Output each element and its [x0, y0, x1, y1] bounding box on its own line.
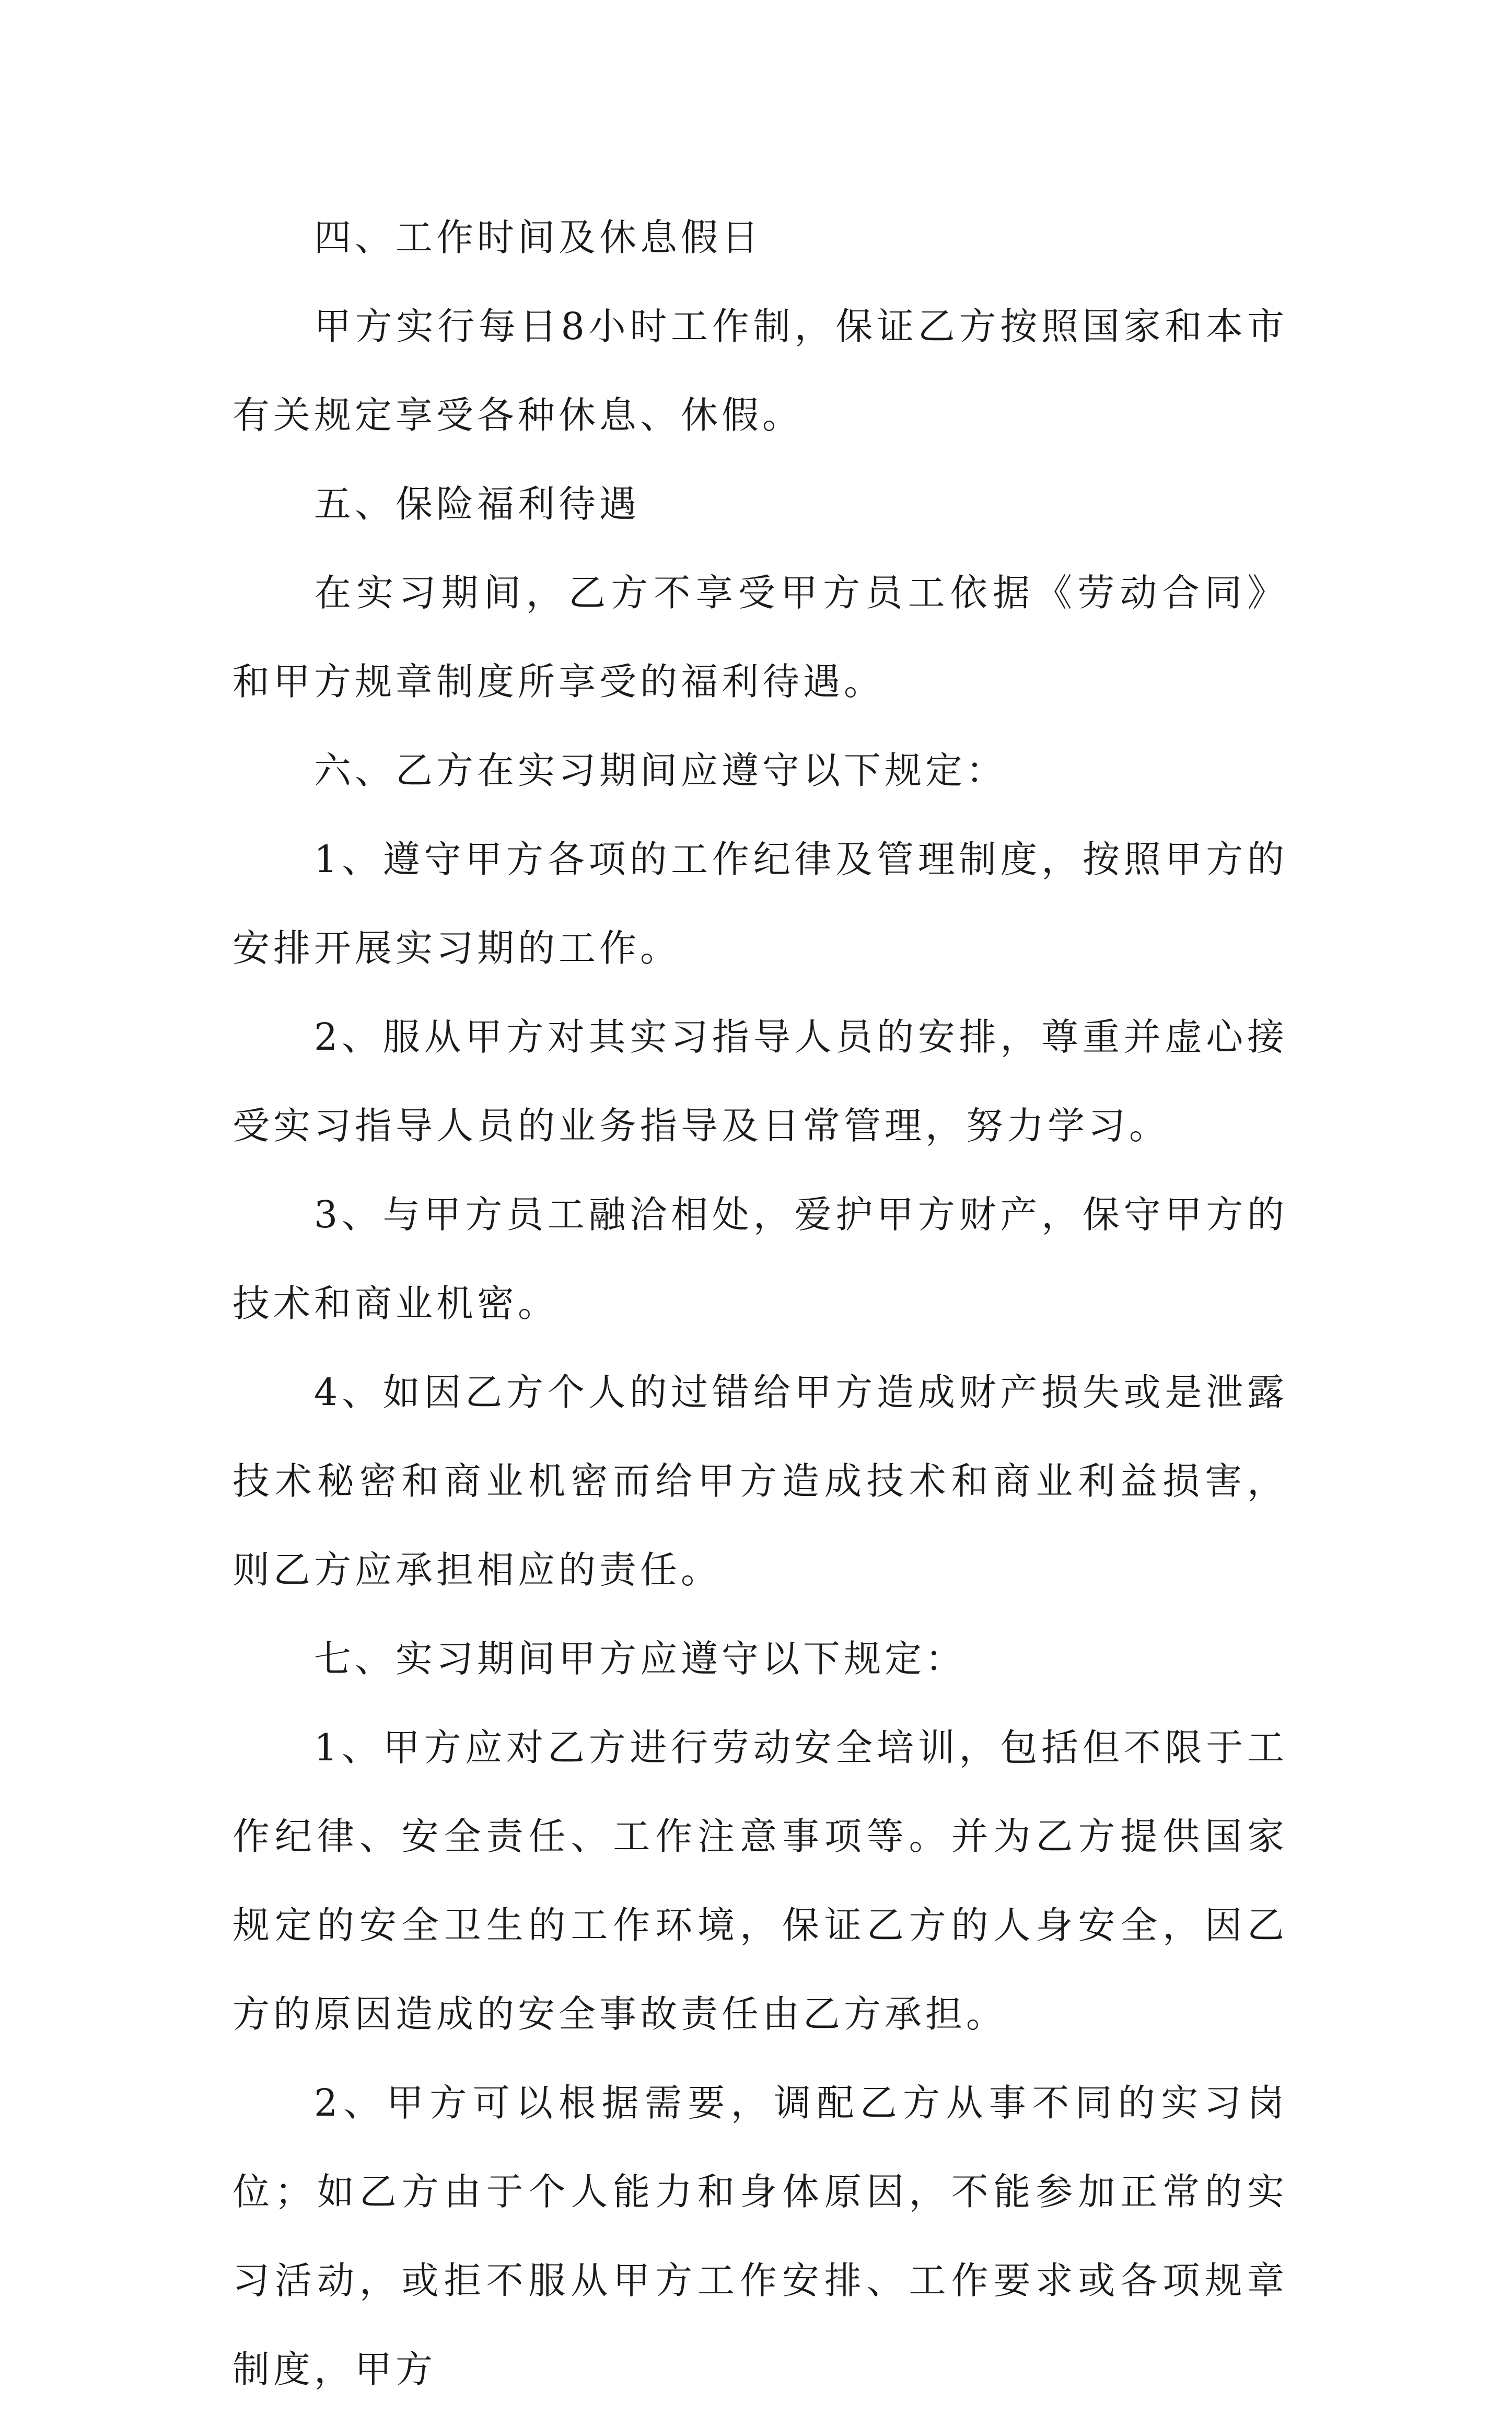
paragraph-party-a-rule-2: 2、甲方可以根据需要，调配乙方从事不同的实习岗位；如乙方由于个人能力和身体原因，不能参加正常的实习活动，或拒不服从甲方工作安排、工作要求或各项规章制度，甲方	[232, 2081, 1288, 2391]
paragraph-work-hours: 甲方实行每日8小时工作制，保证乙方按照国家和本市有关规定享受各种休息、休假。	[232, 305, 1288, 437]
section-heading-work-hours: 四、工作时间及休息假日	[314, 216, 763, 259]
paragraph-party-b-rule-4: 4、如因乙方个人的过错给甲方造成财产损失或是泄露技术秘密和商业机密而给甲方造成技术和商业利益损害，则乙方应承担相应的责任。	[232, 1371, 1288, 1592]
paragraph-party-b-rule-2: 2、服从甲方对其实习指导人员的安排，尊重并虚心接受实习指导人员的业务指导及日常管理，努力学习。	[232, 1015, 1288, 1147]
section-heading-insurance: 五、保险福利待遇	[314, 482, 641, 526]
paragraph-party-b-rule-1: 1、遵守甲方各项的工作纪律及管理制度，按照甲方的安排开展实习期的工作。	[232, 838, 1288, 970]
paragraph-party-b-rule-3: 3、与甲方员工融洽相处，爱护甲方财产，保守甲方的技术和商业机密。	[232, 1193, 1288, 1325]
section-heading-party-b-rules: 六、乙方在实习期间应遵守以下规定：	[314, 749, 1007, 792]
paragraph-party-a-rule-1: 1、甲方应对乙方进行劳动安全培训，包括但不限于工作纪律、安全责任、工作注意事项等。并为乙方提供国家规定的安全卫生的工作环境，保证乙方的人身安全，因乙方的原因造成的安全事故责任由乙方承担。	[232, 1726, 1288, 2036]
section-heading-party-a-rules: 七、实习期间甲方应遵守以下规定：	[314, 1637, 967, 1680]
document-body	[232, 193, 1288, 2414]
paragraph-insurance: 在实习期间，乙方不享受甲方员工依据《劳动合同》和甲方规章制度所享受的福利待遇。	[232, 571, 1288, 703]
